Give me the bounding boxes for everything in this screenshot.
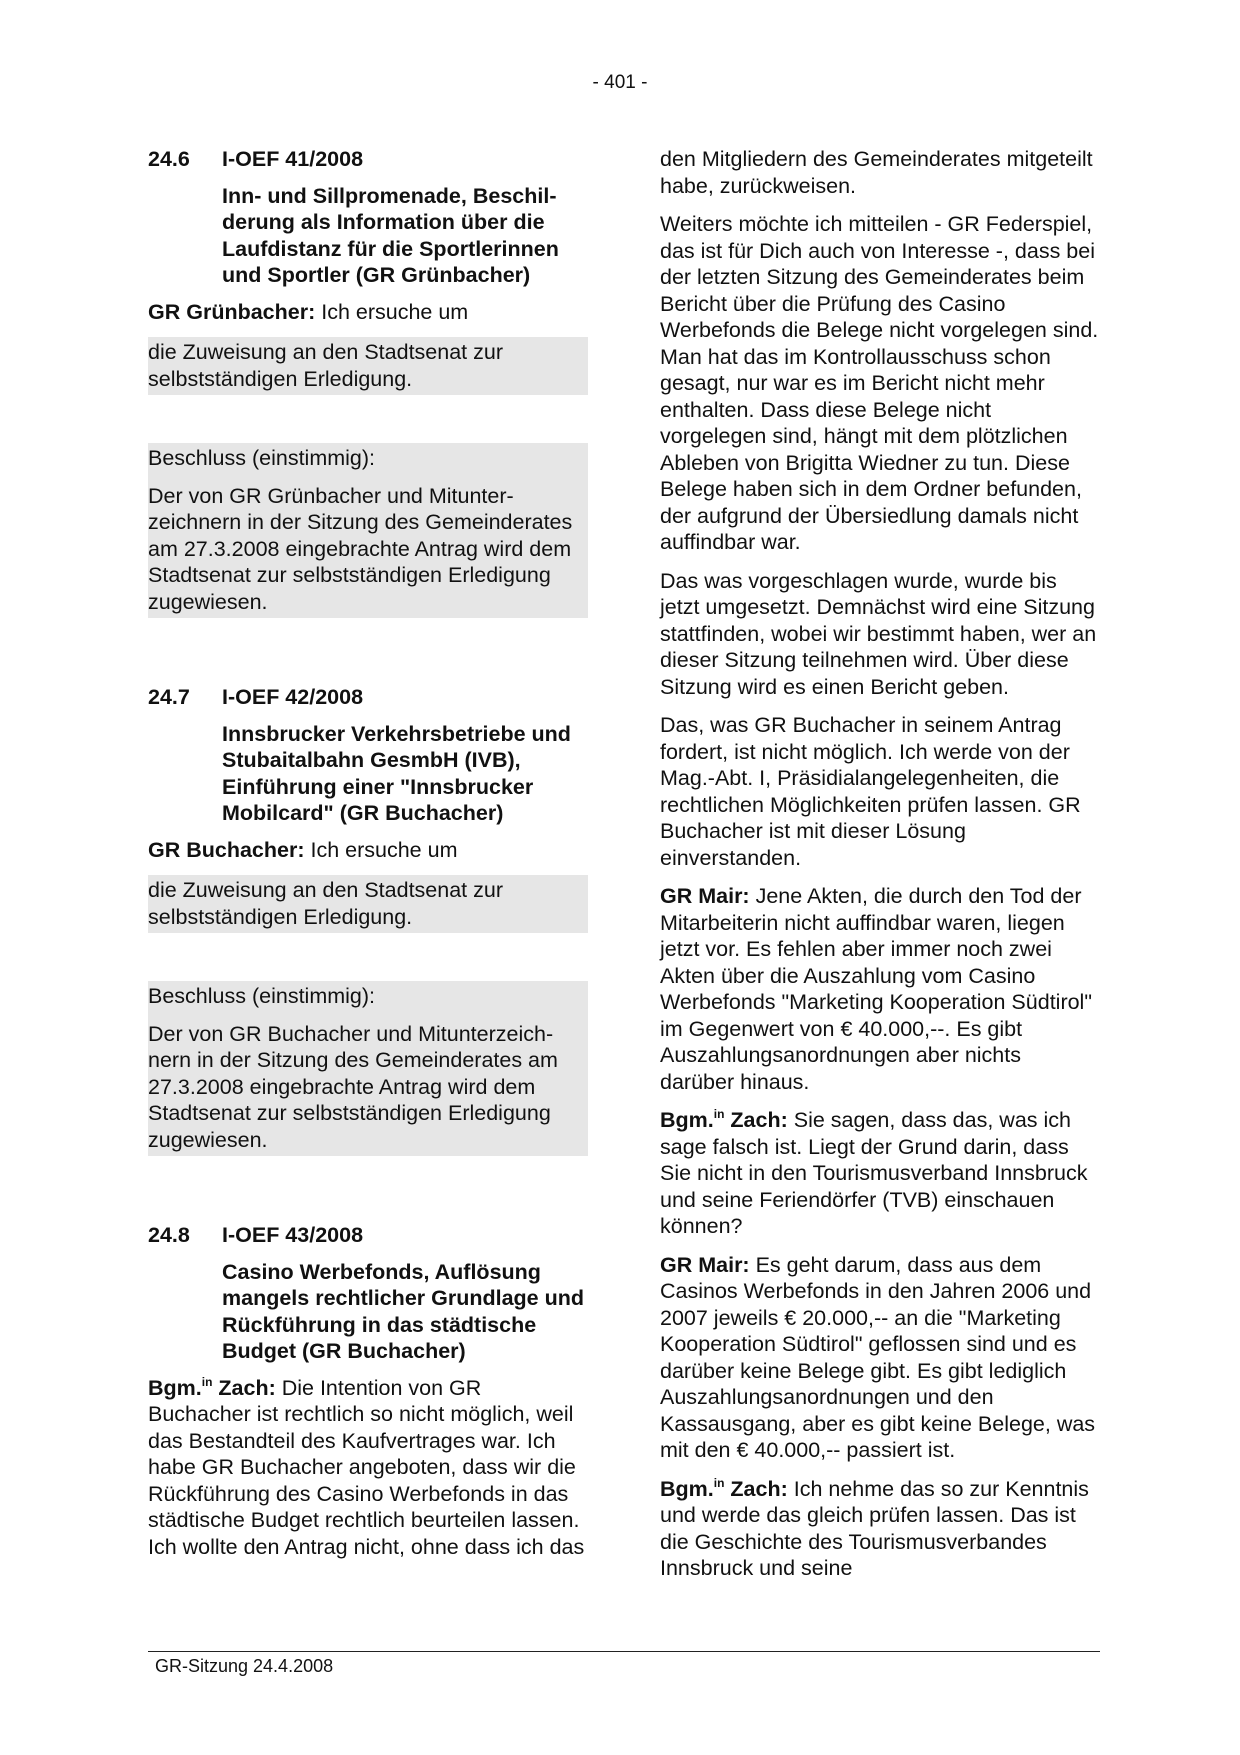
speaker-name: GR Mair:: [660, 884, 750, 908]
zuweisung-text: die Zuweisung an den Stadtsenat zur selbstständigen Erledigung.: [148, 337, 588, 395]
left-column: [148, 146, 588, 1572]
beschluss-block: [148, 981, 588, 1156]
footer-divider: [148, 1651, 1100, 1652]
speaker-paragraph: [660, 1476, 1100, 1582]
section-code: I-OEF 43/2008: [222, 1223, 364, 1247]
speaker-name: GR Buchacher:: [148, 837, 305, 862]
speech-text: Ich ersuche um: [315, 299, 469, 324]
beschluss-text: Der von GR Grünbacher und Mitunterzeichnern in der Sitzung des Gemeinderates am 27.3.2008 eingebrachte Antrag wird dem Stadtsenat zur selbstständigen Erledigung zugewiesen.: [148, 483, 573, 614]
speaker-paragraph: [660, 883, 1100, 1095]
paragraph: den Mitgliedern des Gemeinderates mitgeteilt habe, zurückweisen.: [660, 147, 1093, 198]
speech-text: Ich ersuche um: [304, 837, 458, 862]
section-number: 24.6: [148, 147, 190, 171]
speech-text: Sie sagen, dass das, was ich sage falsch ist. Liegt der Grund darin, dass Sie nicht in den Tourismusverband Innsbruck und seine Feriendörfer (TVB) einschauen können?: [660, 1108, 1088, 1238]
zuweisung-text: die Zuweisung an den Stadtsenat zur selbstständigen Erledigung.: [148, 875, 588, 933]
beschluss-label: Beschluss (einstimmig):: [148, 446, 375, 470]
page-number: - 401 -: [592, 72, 648, 93]
beschluss-block: [148, 443, 588, 618]
paragraph: Weiters möchte ich mitteilen - GR Federspiel, das ist für Dich auch von Interesse -, dass bei der letzten Sitzung des Gemeinderates beim Bericht über die Prüfung des Casino Werbefonds die Belege nicht vorgelegen sind. Man hat das im Kontrollausschuss schon gesagt, nur war es im Bericht nicht mehr enthalten. Dass diese Belege nicht vorgelegen sind, hängt mit dem plötzlichen Ableben von Brigitta Wiedner zu tun. Diese Belege haben sich in dem Ordner befunden, der aufgrund der Übersiedlung damals nicht auffindbar war.: [660, 212, 1099, 554]
section-title: Innsbrucker Verkehrsbetriebe und Stubaitalbahn GesmbH (IVB), Einführung einer "Innsbrucker Mobilcard" (GR Buchacher): [222, 721, 571, 825]
speaker-paragraph: [148, 837, 588, 864]
section-number: 24.8: [148, 1223, 190, 1247]
speaker-paragraph: [660, 1107, 1100, 1240]
speaker-name: Bgm.$^{in}$ Zach:: [148, 1374, 276, 1400]
section-code: I-OEF 41/2008: [222, 147, 364, 171]
section-title: Inn- und Sillpromenade, Beschilderung als Information über die Laufdistanz für die Sportlerinnen und Sportler (GR Grünbacher): [222, 183, 559, 287]
speaker-paragraph: [660, 1252, 1100, 1464]
section-heading-24-8: [148, 1222, 588, 1249]
speaker-paragraph: [148, 299, 588, 326]
section-code: I-OEF 42/2008: [222, 685, 364, 709]
speech-text: Ich nehme das so zur Kenntnis und werde das gleich prüfen lassen. Das ist die Geschichte des Tourismusverbandes Innsbruck und seine: [660, 1476, 1089, 1580]
footer-text: GR-Sitzung 24.4.2008: [155, 1656, 334, 1676]
speech-text: Die Intention von GR Buchacher ist rechtlich so nicht möglich, weil das Bestandteil des Kaufvertrages war. Ich habe GR Buchacher angeboten, dass wir die Rückführung des Casino Werbefonds in das städtische Budget rechtlich beurteilen lassen. Ich wollte den Antrag nicht, ohne dass ich das: [148, 1375, 585, 1559]
section-heading-24-6: [148, 146, 588, 173]
speaker-name: Bgm.$^{in}$ Zach:: [660, 1475, 788, 1501]
speaker-name: GR Grünbacher:: [148, 299, 316, 324]
speaker-name: GR Mair:: [660, 1252, 750, 1277]
beschluss-label: Beschluss (einstimmig):: [148, 984, 375, 1008]
paragraph: Das was vorgeschlagen wurde, wurde bis jetzt umgesetzt. Demnächst wird eine Sitzung stattfinden, wobei wir bestimmt haben, wer an dieser Sitzung teilnehmen wird. Über diese Sitzung wird es einen Bericht geben.: [660, 568, 1097, 699]
speaker-paragraph: [148, 1375, 588, 1561]
right-column: [660, 146, 1100, 1594]
section-number: 24.7: [148, 685, 190, 709]
speech-text: Es geht darum, dass aus dem Casinos Werbefonds in den Jahren 2006 und 2007 jeweils € 20.000,-- an die "Marketing Kooperation Südtirol" geflossen sind und es darüber keine Belege gibt. Es gibt lediglich Auszahlungsanordnungen und den Kassausgang, aber es gibt keine Belege, was mit den € 40.000,-- passiert ist.: [660, 1252, 1096, 1462]
section-title: Casino Werbefonds, Auflösung mangels rechtlicher Grundlage und Rückführung in das städtische Budget (GR Buchacher): [222, 1259, 584, 1363]
speech-text: Jene Akten, die durch den Tod der Mitarbeiterin nicht auffindbar waren, liegen jetzt vor. Es fehlen aber immer noch zwei Akten über die Auszahlung vom Casino Werbefonds "Marketing Kooperation Südtirol" im Gegenwert von € 40.000,--. Es gibt Auszahlungsanordnungen aber nichts darüber hinaus.: [660, 884, 1092, 1094]
section-heading-24-7: [148, 684, 588, 711]
beschluss-text: Der von GR Buchacher und Mitunterzeichnern in der Sitzung des Gemeinderates am 27.3.2008 eingebrachte Antrag wird dem Stadtsenat zur selbstständigen Erledigung zugewiesen.: [148, 1021, 558, 1152]
paragraph: Das, was GR Buchacher in seinem Antrag fordert, ist nicht möglich. Ich werde von der Mag.-Abt. I, Präsidialangelegenheiten, die rechtlichen Möglichkeiten prüfen lassen. GR Buchacher ist mit dieser Lösung einverstanden.: [660, 713, 1081, 870]
speaker-name: Bgm.$^{in}$ Zach:: [660, 1107, 788, 1132]
